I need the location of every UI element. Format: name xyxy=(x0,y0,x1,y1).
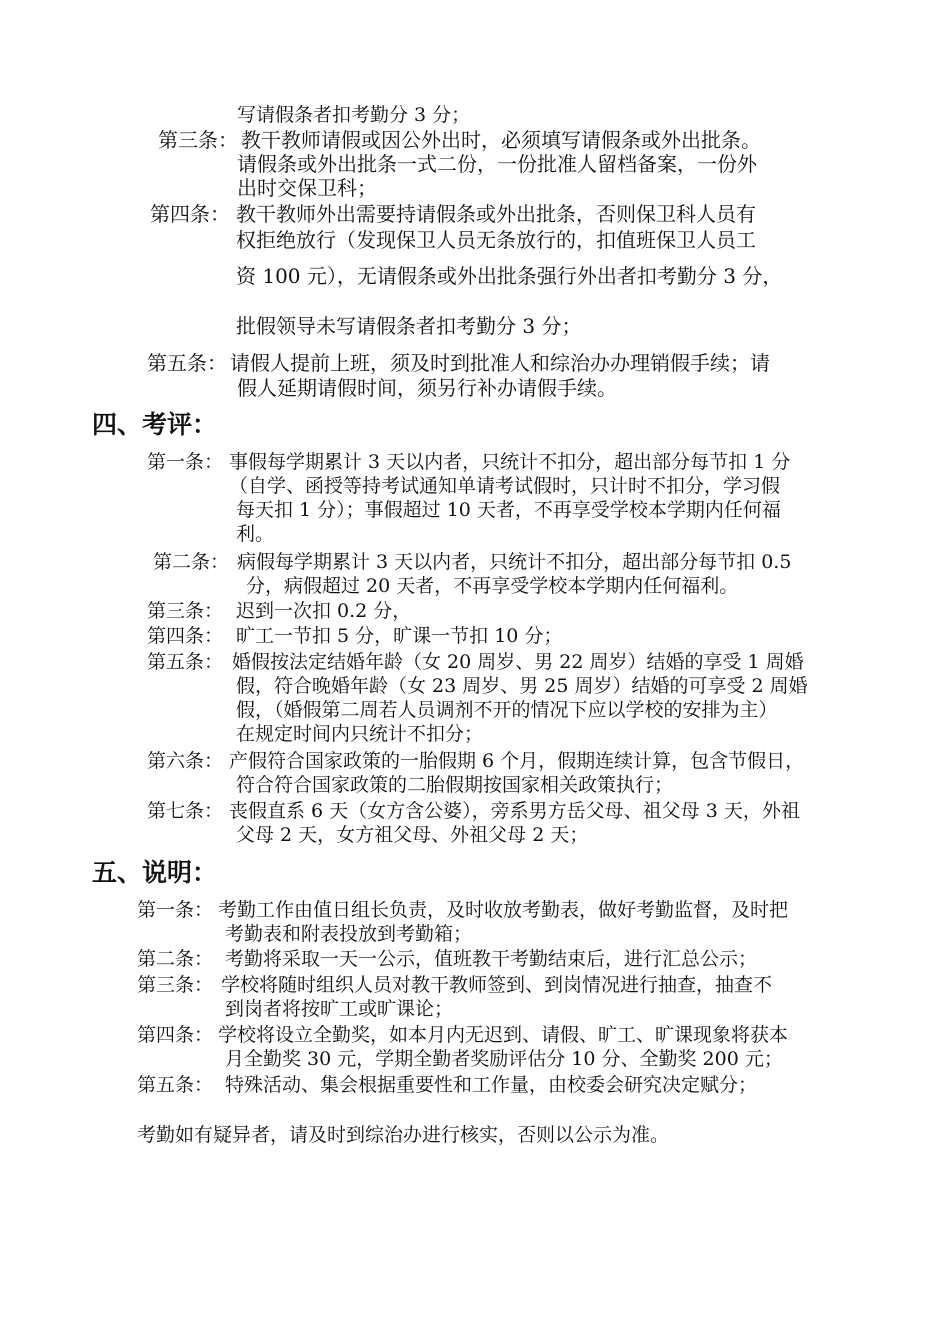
evaluation-article-3-number: 第三条： xyxy=(147,600,224,622)
section-heading-evaluation: 四、考评： xyxy=(92,410,218,439)
evaluation-article-4-number: 第四条： xyxy=(147,625,224,647)
evaluation-article-5-number: 第五条： xyxy=(147,651,224,673)
explanation-article-3-number: 第三条： xyxy=(137,974,214,996)
leave-article-4-line: 资 100 元），无请假条或外出批条强行外出者扣考勤分 3 分， xyxy=(236,264,783,288)
evaluation-article-6-number: 第六条： xyxy=(147,750,224,772)
continuation-line: 写请假条者扣考勤分 3 分； xyxy=(237,104,471,126)
leave-article-4-number: 第四条： xyxy=(150,202,230,226)
leave-article-4-line: 批假领导未写请假条者扣考勤分 3 分； xyxy=(236,314,582,338)
evaluation-article-1-line: 每天扣 1 分）；事假超过 10 天者，不再享受学校本学期内任何福 xyxy=(236,499,781,521)
leave-article-5-line: 假人延期请假时间，须另行补办请假手续。 xyxy=(237,376,617,400)
leave-article-5-number: 第五条： xyxy=(147,351,227,375)
evaluation-article-3-line: 迟到一次扣 0.2 分， xyxy=(236,600,412,622)
explanation-article-4-line: 学校将设立全勤奖，如本月内无迟到、请假、旷工、旷课现象将获本 xyxy=(218,1024,789,1046)
evaluation-article-6-line: 符合符合国家政策的二胎假期按国家相关政策执行； xyxy=(236,774,674,796)
explanation-article-4-number: 第四条： xyxy=(137,1024,214,1046)
explanation-article-1-line: 考勤表和附表投放到考勤箱； xyxy=(225,923,473,945)
evaluation-article-1-line: （自学、函授等持考试通知单请考试假时，只计时不扣分，学习假 xyxy=(229,475,781,497)
explanation-article-1-line: 考勤工作由值日组长负责，及时收放考勤表，做好考勤监督，及时把 xyxy=(218,899,789,921)
evaluation-article-5-line: 假，（婚假第二周若人员调剂不开的情况下应以学校的安排为主） xyxy=(236,699,778,721)
leave-article-5-line: 请假人提前上班，须及时到批准人和综治办办理销假手续；请 xyxy=(230,351,770,375)
explanation-article-2-line: 考勤将采取一天一公示，值班教干考勤结束后，进行汇总公示； xyxy=(225,948,758,970)
evaluation-article-5-line: 在规定时间内只统计不扣分； xyxy=(236,723,484,745)
evaluation-article-2-number: 第二条： xyxy=(153,551,230,573)
evaluation-article-7-line: 丧假直系 6 天（女方含公婆），旁系男方岳父母、祖父母 3 天，外祖 xyxy=(229,800,800,822)
evaluation-article-5-line: 假，符合晚婚年龄（女 23 周岁、男 25 周岁）结婚的可享受 2 周婚 xyxy=(236,675,808,697)
evaluation-article-1-number: 第一条： xyxy=(147,451,224,473)
explanation-article-4-line: 月全勤奖 30 元，学期全勤者奖励评估分 10 分、全勤奖 200 元； xyxy=(225,1048,783,1070)
evaluation-article-5-line: 婚假按法定结婚年龄（女 20 周岁、男 22 周岁）结婚的享受 1 周婚 xyxy=(232,651,804,673)
leave-article-3-line: 教干教师请假或因公外出时，必须填写请假条或外出批条。 xyxy=(241,128,761,152)
evaluation-article-7-number: 第七条： xyxy=(147,800,224,822)
evaluation-article-7-line: 父母 2 天，女方祖父母、外祖父母 2 天； xyxy=(236,824,589,846)
explanation-article-5-line: 特殊活动、集会根据重要性和工作量，由校委会研究决定赋分； xyxy=(225,1074,758,1096)
explanation-article-3-line: 到岗者将按旷工或旷课论； xyxy=(225,998,454,1020)
evaluation-article-4-line: 旷工一节扣 5 分，旷课一节扣 10 分； xyxy=(236,625,563,647)
evaluation-article-2-line: 病假每学期累计 3 天以内者，只统计不扣分，超出部分每节扣 0.5 xyxy=(237,551,792,573)
leave-article-4-line: 权拒绝放行（发现保卫人员无条放行的，扣值班保卫人员工 xyxy=(236,228,756,252)
evaluation-article-1-line: 利。 xyxy=(236,523,275,545)
explanation-article-3-line: 学校将随时组织人员对教干教师签到、到岗情况进行抽查，抽查不 xyxy=(221,974,773,996)
explanation-article-1-number: 第一条： xyxy=(137,899,214,921)
leave-article-3-number: 第三条： xyxy=(158,128,238,152)
leave-article-3-line: 出时交保卫科； xyxy=(237,176,377,200)
evaluation-article-6-line: 产假符合国家政策的一胎假期 6 个月，假期连续计算，包含节假日， xyxy=(229,750,805,772)
section-heading-explanation: 五、说明： xyxy=(92,858,218,887)
explanation-article-5-number: 第五条： xyxy=(137,1074,214,1096)
evaluation-article-1-line: 事假每学期累计 3 天以内者，只统计不扣分，超出部分每节扣 1 分 xyxy=(229,451,791,473)
leave-article-4-line: 教干教师外出需要持请假条或外出批条，否则保卫科人员有 xyxy=(236,202,756,226)
leave-article-3-line: 请假条或外出批条一式二份，一份批准人留档备案，一份外 xyxy=(237,152,757,176)
closing-note: 考勤如有疑异者，请及时到综治办进行核实，否则以公示为准。 xyxy=(137,1124,670,1146)
evaluation-article-2-line: 分，病假超过 20 天者，不再享受学校本学期内任何福利。 xyxy=(246,575,739,597)
explanation-article-2-number: 第二条： xyxy=(137,948,214,970)
